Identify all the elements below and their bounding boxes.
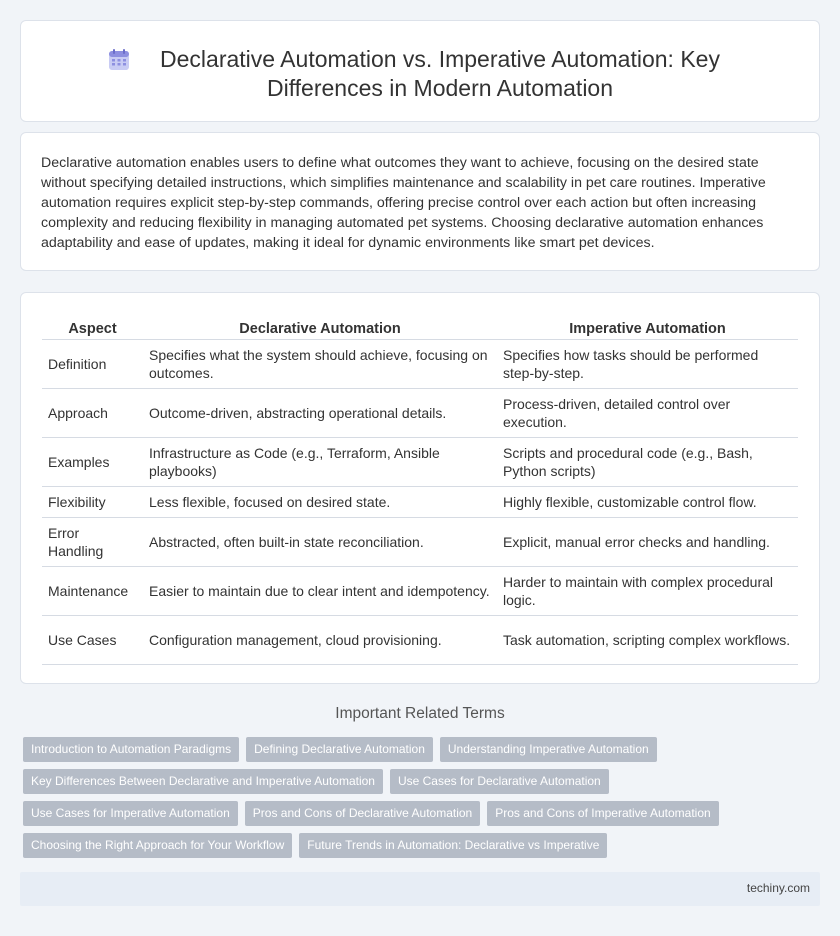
row-declarative: Configuration management, cloud provisioning.	[143, 616, 497, 665]
comparison-card	[20, 292, 820, 684]
tag-row	[23, 801, 823, 826]
related-term-tag[interactable]: Understanding Imperative Automation	[440, 737, 657, 762]
row-imperative: Harder to maintain with complex procedural logic.	[497, 567, 798, 616]
row-declarative: Abstracted, often built-in state reconciliation.	[143, 518, 497, 567]
related-term-tag[interactable]: Pros and Cons of Imperative Automation	[487, 801, 718, 826]
intro-text: Declarative automation enables users to define what outcomes they want to achieve, focusing on the desired state without specifying detailed instructions, which simplifies maintenance and scalability in pet care routines. Imperative automation requires explicit step-by-step commands, offering precise control over each action but often increasing complexity and reducing flexibility in managing automated pet systems. Choosing declarative automation enhances adaptability and ease of updates, making it ideal for dynamic environments like smart pet devices.	[41, 155, 766, 251]
row-aspect: Error Handling	[42, 518, 143, 567]
header-imperative: Imperative Automation	[497, 313, 798, 340]
tag-row	[23, 769, 823, 794]
row-imperative: Process-driven, detailed control over execution.	[497, 389, 798, 438]
table-header-row	[42, 313, 798, 340]
related-term-tag[interactable]: Pros and Cons of Declarative Automation	[245, 801, 480, 826]
related-terms-list	[23, 737, 823, 865]
row-aspect: Definition	[42, 340, 143, 389]
row-imperative: Scripts and procedural code (e.g., Bash, Python scripts)	[497, 438, 798, 487]
footer	[20, 872, 820, 906]
row-imperative: Specifies how tasks should be performed step-by-step.	[497, 340, 798, 389]
footer-site-link[interactable]: techiny.com	[746, 881, 810, 895]
comparison-table	[42, 313, 798, 665]
row-aspect: Examples	[42, 438, 143, 487]
table-row	[42, 567, 798, 616]
row-aspect: Approach	[42, 389, 143, 438]
row-imperative: Highly flexible, customizable control flow.	[497, 487, 798, 518]
row-declarative: Less flexible, focused on desired state.	[143, 487, 497, 518]
title-card	[20, 20, 820, 122]
table-row	[42, 389, 798, 438]
row-imperative: Task automation, scripting complex workflows.	[497, 616, 798, 665]
row-imperative: Explicit, manual error checks and handling.	[497, 518, 798, 567]
related-term-tag[interactable]: Defining Declarative Automation	[246, 737, 433, 762]
related-term-tag[interactable]: Introduction to Automation Paradigms	[23, 737, 239, 762]
header-aspect: Aspect	[42, 313, 143, 340]
tag-row	[23, 737, 823, 762]
row-aspect: Flexibility	[42, 487, 143, 518]
table-row	[42, 487, 798, 518]
related-term-tag[interactable]: Future Trends in Automation: Declarative vs Imperative	[299, 833, 607, 858]
related-term-tag[interactable]: Use Cases for Imperative Automation	[23, 801, 238, 826]
row-aspect: Use Cases	[42, 616, 143, 665]
tag-row	[23, 833, 823, 858]
header-declarative: Declarative Automation	[143, 313, 497, 340]
row-declarative: Infrastructure as Code (e.g., Terraform, Ansible playbooks)	[143, 438, 497, 487]
intro-card	[20, 132, 820, 271]
table-row	[42, 438, 798, 487]
table-row	[42, 340, 798, 389]
related-terms-title: Important Related Terms	[335, 705, 505, 722]
row-aspect: Maintenance	[42, 567, 143, 616]
row-declarative: Specifies what the system should achieve, focusing on outcomes.	[143, 340, 497, 389]
related-term-tag[interactable]: Choosing the Right Approach for Your Workflow	[23, 833, 292, 858]
row-declarative: Outcome-driven, abstracting operational details.	[143, 389, 497, 438]
related-term-tag[interactable]: Key Differences Between Declarative and Imperative Automation	[23, 769, 383, 794]
row-declarative: Easier to maintain due to clear intent and idempotency.	[143, 567, 497, 616]
table-row	[42, 616, 798, 665]
related-term-tag[interactable]: Use Cases for Declarative Automation	[390, 769, 609, 794]
page-title: Declarative Automation vs. Imperative Automation: Key Differences in Modern Automation	[160, 46, 720, 101]
table-row	[42, 518, 798, 567]
